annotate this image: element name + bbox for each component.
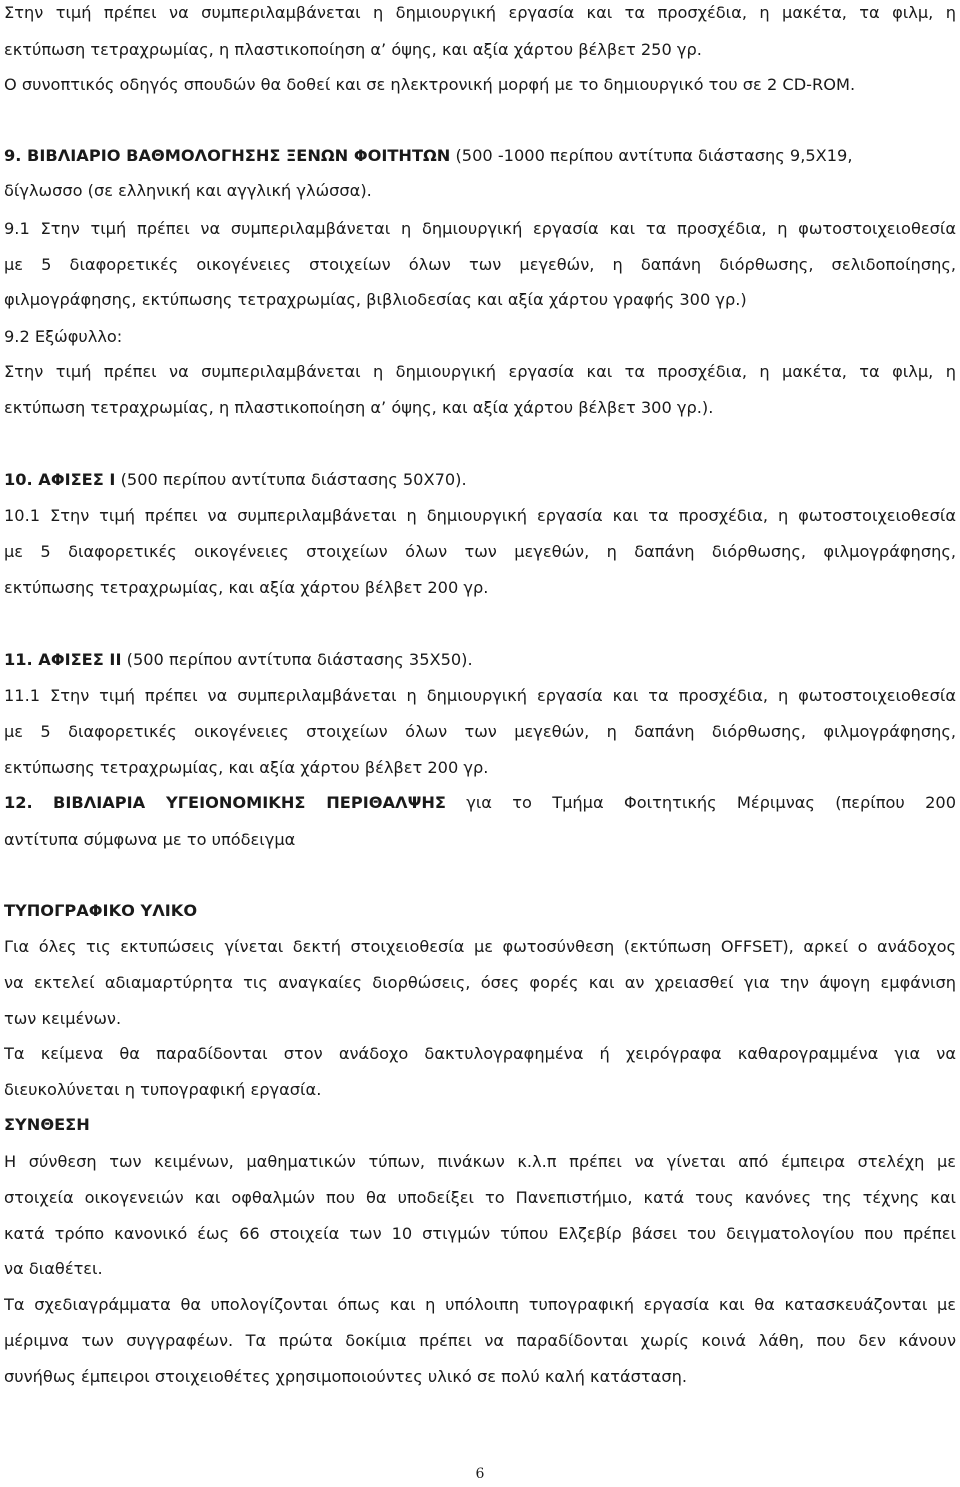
item10-heading-details: (500 περίπου αντίτυπα διάστασης 50Χ70). bbox=[115, 470, 467, 489]
item9-cover-line: Στην τιμή πρέπει να συμπεριλαμβάνεται η δημιουργική εργασία και τα προσχέδια, η μακέτα, τα φιλμ, η bbox=[4, 362, 956, 381]
intro-line: Ο συνοπτικός οδηγός σπουδών θα δοθεί και σε ηλεκτρονική μορφή με το δημιουργικό του σε 2 CD-ROM. bbox=[4, 75, 856, 94]
typography-heading: ΤΥΠΟΓΡΑΦΙΚΟ ΥΛΙΚΟ bbox=[4, 901, 198, 920]
item9-paragraph-line: φιλμογράφησης, εκτύπωσης τετραχρωμίας, βιβλιοδεσίας και αξία χάρτου γραφής 300 γρ.) bbox=[4, 290, 747, 309]
typography-paragraph-line: διευκολύνεται η τυπογραφική εργασία. bbox=[4, 1080, 322, 1099]
item9-heading-title: 9. ΒΙΒΛΙΑΡΙΟ ΒΑΘΜΟΛΟΓΗΣΗΣ ΞΕΝΩΝ ΦΟΙΤΗΤΩΝ bbox=[4, 146, 451, 165]
item9-paragraph-line: με 5 διαφορετικές οικογένειες στοιχείων όλων των μεγεθών, η δαπάνη διόρθωσης, σελιδοποίησης, bbox=[4, 255, 956, 274]
item11-heading-title: 11. ΑΦΙΣΕΣ ΙΙ bbox=[4, 650, 122, 669]
intro-line: εκτύπωση τετραχρωμίας, η πλαστικοποίηση α’ όψης, και αξία χάρτου βέλβετ 250 γρ. bbox=[4, 40, 702, 59]
synthesis-paragraph-line: συνήθως έμπειροι στοιχειοθέτες χρησιμοποιούντες υλικό σε πολύ καλή κατάσταση. bbox=[4, 1367, 687, 1386]
item9-heading-details: (500 -1000 περίπου αντίτυπα διάστασης 9,5Χ19, bbox=[450, 146, 853, 165]
synthesis-heading: ΣΥΝΘΕΣΗ bbox=[4, 1115, 90, 1134]
item11-paragraph-line: εκτύπωσης τετραχρωμίας, και αξία χάρτου βέλβετ 200 γρ. bbox=[4, 758, 489, 777]
item12-heading bbox=[4, 792, 956, 814]
item11-paragraph-line: 11.1 Στην τιμή πρέπει να συμπεριλαμβάνεται η δημιουργική εργασία και τα προσχέδια, η φωτοστοιχειοθεσία bbox=[4, 686, 956, 705]
item9-cover-label: 9.2 Εξώφυλλο: bbox=[4, 327, 123, 346]
item10-heading-title: 10. ΑΦΙΣΕΣ Ι bbox=[4, 470, 116, 489]
synthesis-paragraph-line: κατά τρόπο κανονικό έως 66 στοιχεία των 10 στιγμών τύπου Ελζεβίρ βάσει του δειγματολογίου που πρέπει bbox=[4, 1224, 956, 1243]
typography-paragraph-line: Για όλες τις εκτυπώσεις γίνεται δεκτή στοιχειοθεσία με φωτοσύνθεση (εκτύπωση OFFSET), αρκεί ο ανάδοχος bbox=[4, 937, 956, 956]
typography-paragraph-line: να εκτελεί αδιαμαρτύρητα τις αναγκαίες διορθώσεις, όσες φορές και αν χρειασθεί για την άψογη εμφάνιση bbox=[4, 973, 956, 992]
item9-cover-line: εκτύπωση τετραχρωμίας, η πλαστικοποίηση α’ όψης, και αξία χάρτου βέλβετ 300 γρ.). bbox=[4, 398, 714, 417]
item11-paragraph-line: με 5 διαφορετικές οικογένειες στοιχείων όλων των μεγεθών, η δαπάνη διόρθωσης, φιλμογράφησης, bbox=[4, 722, 956, 741]
item11-heading bbox=[4, 649, 956, 671]
item12-heading-line2: αντίτυπα σύμφωνα με το υπόδειγμα bbox=[4, 830, 296, 849]
synthesis-paragraph-line: μέριμνα των συγγραφέων. Τα πρώτα δοκίμια πρέπει να παραδίδονται χωρίς κοινά λάθη, που δεν κάνουν bbox=[4, 1331, 956, 1350]
synthesis-paragraph-line: Η σύνθεση των κειμένων, μαθηματικών τύπων, πινάκων κ.λ.π πρέπει να γίνεται από έμπειρα στελέχη με bbox=[4, 1152, 956, 1171]
synthesis-paragraph-line: Τα σχεδιαγράμματα θα υπολογίζονται όπως και η υπόλοιπη τυπογραφική εργασία και θα κατασκευάζονται με bbox=[4, 1295, 956, 1314]
item11-heading-details: (500 περίπου αντίτυπα διάστασης 35Χ50). bbox=[121, 650, 473, 669]
item12-heading-details: για το Τμήμα Φοιτητικής Μέριμνας (περίπου 200 bbox=[445, 793, 956, 812]
synthesis-paragraph-line: να διαθέτει. bbox=[4, 1259, 103, 1278]
item10-paragraph-line: με 5 διαφορετικές οικογένειες στοιχείων όλων των μεγεθών, η δαπάνη διόρθωσης, φιλμογράφησης, bbox=[4, 542, 956, 561]
synthesis-paragraph-line: στοιχεία οικογενειών και οφθαλμών που θα υποδείξει το Πανεπιστήμιο, κατά τους κανόνες της τέχνης και bbox=[4, 1188, 956, 1207]
typography-paragraph-line: των κειμένων. bbox=[4, 1009, 122, 1028]
item10-paragraph-line: 10.1 Στην τιμή πρέπει να συμπεριλαμβάνεται η δημιουργική εργασία και τα προσχέδια, η φωτοστοιχειοθεσία bbox=[4, 506, 956, 525]
item9-paragraph-line: 9.1 Στην τιμή πρέπει να συμπεριλαμβάνεται η δημιουργική εργασία και τα προσχέδια, η φωτοστοιχειοθεσία bbox=[4, 219, 956, 238]
item10-paragraph-line: εκτύπωσης τετραχρωμίας, και αξία χάρτου βέλβετ 200 γρ. bbox=[4, 578, 489, 597]
item12-heading-title: ΒΙΒΛΙΑΡΙΑ ΥΓΕΙΟΝΟΜΙΚΗΣ ΠΕΡΙΘΑΛΨΗΣ bbox=[53, 793, 446, 812]
typography-paragraph-line: Τα κείμενα θα παραδίδονται στον ανάδοχο δακτυλογραφημένα ή χειρόγραφα καθαρογραμμένα για να bbox=[4, 1044, 956, 1063]
item12-number: 12. bbox=[4, 793, 33, 812]
page-number: 6 bbox=[475, 1466, 485, 1482]
intro-line: Στην τιμή πρέπει να συμπεριλαμβάνεται η δημιουργική εργασία και τα προσχέδια, η μακέτα, τα φιλμ, η bbox=[4, 3, 956, 22]
item9-heading bbox=[4, 145, 956, 167]
item10-heading bbox=[4, 469, 956, 491]
item9-heading-line2: δίγλωσσο (σε ελληνική και αγγλική γλώσσα). bbox=[4, 181, 372, 200]
